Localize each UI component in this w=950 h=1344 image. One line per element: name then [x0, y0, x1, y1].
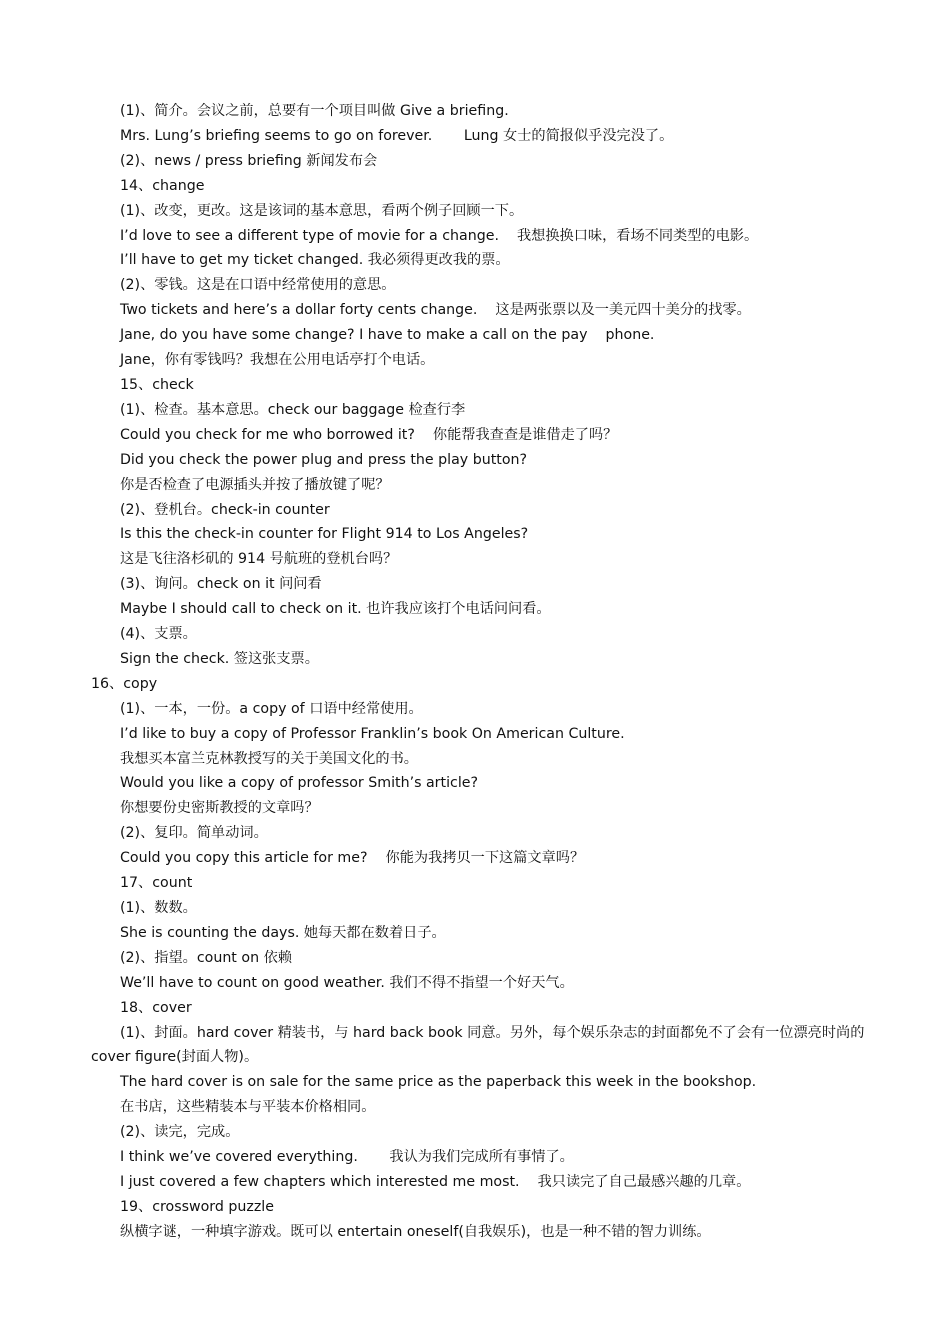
- document-body: [91, 99, 871, 1245]
- text-line: (2)、复印。简单动词。: [120, 825, 268, 842]
- text-line: Could you check for me who borrowed it? 你能帮我查查是谁借走了吗？: [120, 426, 618, 443]
- text-line: Maybe I should call to check on it. 也许我应该打个电话问问看。: [120, 601, 551, 618]
- text-line: Could you copy this article for me? 你能为我拷贝一下这篇文章吗？: [120, 850, 585, 867]
- text-line: Sign the check. 签这张支票。: [120, 650, 319, 667]
- text-line: Jane, do you have some change? I have to make a call on the pay phone.: [120, 327, 655, 344]
- text-line: 纵横字谜，一种填字游戏。既可以 entertain oneself(自我娱乐)，也是一种不错的智力训练。: [120, 1223, 711, 1240]
- text-line: She is counting the days. 她每天都在数着日子。: [120, 924, 446, 941]
- text-line: I’d love to see a different type of movie for a change. 我想换换口味，看场不同类型的电影。: [120, 227, 759, 244]
- text-line: Two tickets and here’s a dollar forty cents change. 这是两张票以及一美元四十美分的找零。: [120, 302, 751, 319]
- text-line: I just covered a few chapters which interested me most. 我只读完了自己最感兴趣的几章。: [120, 1173, 751, 1190]
- text-line: (2)、读完，完成。: [120, 1124, 240, 1141]
- text-line: Mrs. Lung’s briefing seems to go on forever. Lung 女士的简报似乎没完没了。: [120, 127, 674, 144]
- text-line: Is this the check-in counter for Flight 914 to Los Angeles?: [120, 526, 529, 543]
- text-line: (1)、简介。会议之前，总要有一个项目叫做 Give a briefing.: [120, 103, 509, 119]
- section-heading: 14、change: [120, 177, 205, 194]
- text-line: We’ll have to count on good weather. 我们不得不指望一个好天气。: [120, 974, 574, 991]
- section-heading: 15、check: [120, 376, 194, 393]
- text-line: (1)、改变，更改。这是该词的基本意思，看两个例子回顾一下。: [120, 202, 524, 219]
- text-line: 你想要份史密斯教授的文章吗？: [120, 800, 319, 817]
- text-line: 你是否检查了电源插头并按了播放键了呢？: [120, 476, 390, 493]
- section-heading: 17、count: [120, 875, 193, 892]
- text-line: (1)、数数。: [120, 900, 197, 916]
- text-line: (1)、一本，一份。a copy of 口语中经常使用。: [120, 700, 423, 717]
- text-line: cover figure(封面人物)。: [91, 1049, 259, 1066]
- section-heading: 18、cover: [120, 999, 192, 1016]
- text-line: I’d like to buy a copy of Professor Franklin’s book On American Culture.: [120, 725, 625, 742]
- text-line: (1)、封面。hard cover 精装书，与 hard back book 同意。另外，每个娱乐杂志的封面都免不了会有一位漂亮时尚的: [120, 1024, 865, 1041]
- text-line: (4)、支票。: [120, 626, 197, 643]
- text-line: The hard cover is on sale for the same price as the paperback this week in the bookshop.: [120, 1074, 757, 1091]
- text-line: 这是飞往洛杉矶的 914 号航班的登机台吗？: [120, 551, 398, 568]
- text-line: (2)、登机台。check-in counter: [120, 501, 330, 518]
- text-line: I think we’ve covered everything. 我认为我们完成所有事情了。: [120, 1149, 574, 1166]
- text-line: Jane，你有零钱吗？我想在公用电话亭打个电话。: [120, 352, 435, 369]
- text-line: (2)、指望。count on 依赖: [120, 949, 292, 966]
- section-heading: 16、copy: [91, 675, 158, 692]
- text-line: Did you check the power plug and press the play button?: [120, 451, 528, 468]
- text-line: (3)、询问。check on it 问问看: [120, 576, 322, 593]
- text-line: (2)、news / press briefing 新闻发布会: [120, 152, 378, 169]
- text-line: (1)、检查。基本意思。check our baggage 检查行李: [120, 401, 466, 418]
- text-line: 在书店，这些精装本与平装本价格相同。: [120, 1099, 376, 1116]
- text-line: (2)、零钱。这是在口语中经常使用的意思。: [120, 277, 396, 294]
- section-heading: 19、crossword puzzle: [120, 1198, 274, 1215]
- text-line: 我想买本富兰克林教授写的关于美国文化的书。: [120, 750, 418, 767]
- text-line: Would you like a copy of professor Smith’s article?: [120, 775, 479, 792]
- text-line: I’ll have to get my ticket changed. 我必须得更改我的票。: [120, 252, 510, 269]
